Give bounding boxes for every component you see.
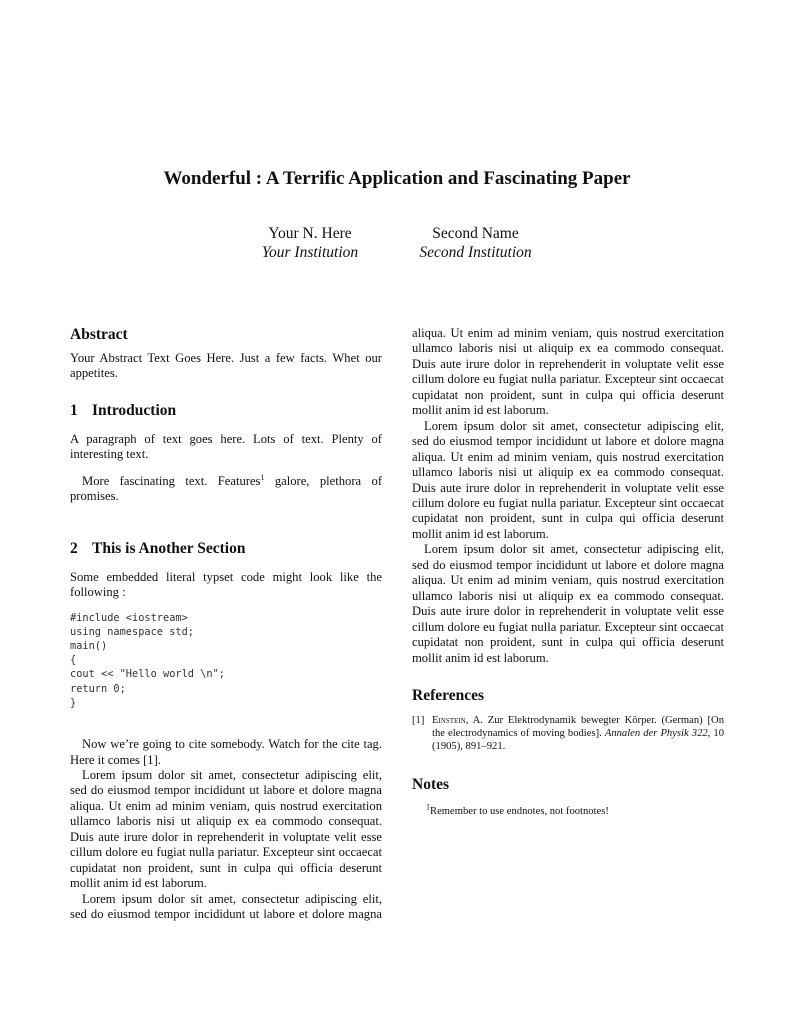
reference-item — [412, 714, 724, 754]
note-text: Remember to use endnotes, not footnotes! — [430, 805, 609, 817]
paragraph: Now we’re going to cite somebody. Watch for the cite tag. Here it comes [1]. — [70, 737, 382, 767]
abstract-text: Your Abstract Text Goes Here. Just a few facts. Whet our appetites. — [70, 351, 382, 381]
paragraph-text: galore, plethora of promises. — [70, 473, 383, 504]
author-name: Your N. Here — [268, 225, 352, 242]
section-heading — [70, 402, 382, 420]
paragraph: Lorem ipsum dolor sit amet, consectetur adipiscing elit, sed do eiusmod tempor incididunt ut labore et dolore magna aliqua. Ut enim ad minim veniam, quis nostrud exercitation ullamco laboris nisi ut aliquip ex ea commodo consequat. Duis aute irure dolor in reprehenderit in voluptate velit esse cillum dolore eu fugiat nulla pariatur. Excepteur sint occaecat cupidatat non proident, sunt in culpa qui officia deserunt mollit anim id est laborum. — [412, 542, 724, 665]
paragraph: Some embedded literal typset code might look like the following : — [70, 569, 382, 600]
footnote-mark: 1 — [260, 472, 265, 482]
reference-journal: Annalen der Physik 322 — [604, 728, 708, 740]
code-block: #include <iostream> using namespace std; main() { cout << "Hello world \n"; return 0; } — [70, 611, 225, 709]
author-name: Second Name — [432, 225, 519, 242]
references-heading: References — [412, 686, 485, 704]
paragraph: aliqua. Ut enim ad minim veniam, quis nostrud exercitation ullamco laboris nisi ut aliquip ex ea commodo consequat. Duis aute irure dolor in reprehenderit in voluptate velit esse cillum dolore eu fugiat nulla pariatur. Excepteur sint occaecat cupidatat non proident, sunt in culpa qui officia deserunt mollit anim id est laborum. — [412, 326, 724, 418]
paragraph: Lorem ipsum dolor sit amet, consectetur adipiscing elit, sed do eiusmod tempor incididunt ut labore et dolore magna aliqua. Ut enim ad minim veniam, quis nostrud exercitation ullamco laboris nisi ut aliquip ex ea commodo consequat. Duis aute irure dolor in reprehenderit in voluptate velit esse cillum dolore eu fugiat nulla pariatur. Excepteur sint occaecat cupidatat non proident, sunt in culpa qui officia deserunt mollit anim id est laborum. — [70, 767, 382, 891]
paragraph: A paragraph of text goes here. Lots of text. Plenty of interesting text. — [70, 431, 382, 462]
paper-title: Wonderful : A Terrific Application and Fascinating Paper — [163, 168, 631, 189]
paragraph: Lorem ipsum dolor sit amet, consectetur adipiscing elit, sed do eiusmod tempor incididunt ut labore et dolore magna — [70, 891, 382, 922]
reference-body: , A. Zur Elektrodynamik bewegter Körper. (German) [On the electrodynamics of moving bodies]. — [432, 714, 724, 740]
author-institution: Your Institution — [261, 244, 359, 261]
right-column — [412, 326, 724, 818]
paragraph: Lorem ipsum dolor sit amet, consectetur adipiscing elit, sed do eiusmod tempor incididunt ut labore et dolore magna aliqua. Ut enim ad minim veniam, quis nostrud exercitation ullamco laboris nisi ut aliquip ex ea commodo consequat. Duis aute irure dolor in reprehenderit in voluptate velit esse cillum dolore eu fugiat nulla pariatur. Excepteur sint occaecat cupidatat non proident, sunt in culpa qui officia deserunt mollit anim id est laborum. — [412, 418, 724, 541]
left-column — [70, 326, 382, 922]
author-2 — [408, 224, 543, 262]
author-1 — [250, 224, 370, 262]
section-title: This is Another Section — [92, 539, 246, 557]
reference-author: Einstein — [432, 714, 466, 726]
section-number: 2 — [70, 539, 78, 557]
section-heading — [70, 540, 382, 558]
reference-text — [432, 714, 724, 754]
reference-tail: , 10 (1905), 891–921. — [432, 728, 725, 753]
paragraph-text: More fascinating text. Features — [82, 473, 261, 488]
reference-label: [1] — [412, 714, 425, 726]
author-institution: Second Institution — [419, 244, 532, 261]
abstract-heading: Abstract — [70, 326, 128, 343]
section-title: Introduction — [92, 401, 177, 419]
note-mark: 1 — [426, 802, 430, 812]
paragraph — [70, 474, 382, 505]
note-item — [412, 802, 724, 818]
notes-heading: Notes — [412, 775, 450, 793]
section-number: 1 — [70, 401, 78, 419]
